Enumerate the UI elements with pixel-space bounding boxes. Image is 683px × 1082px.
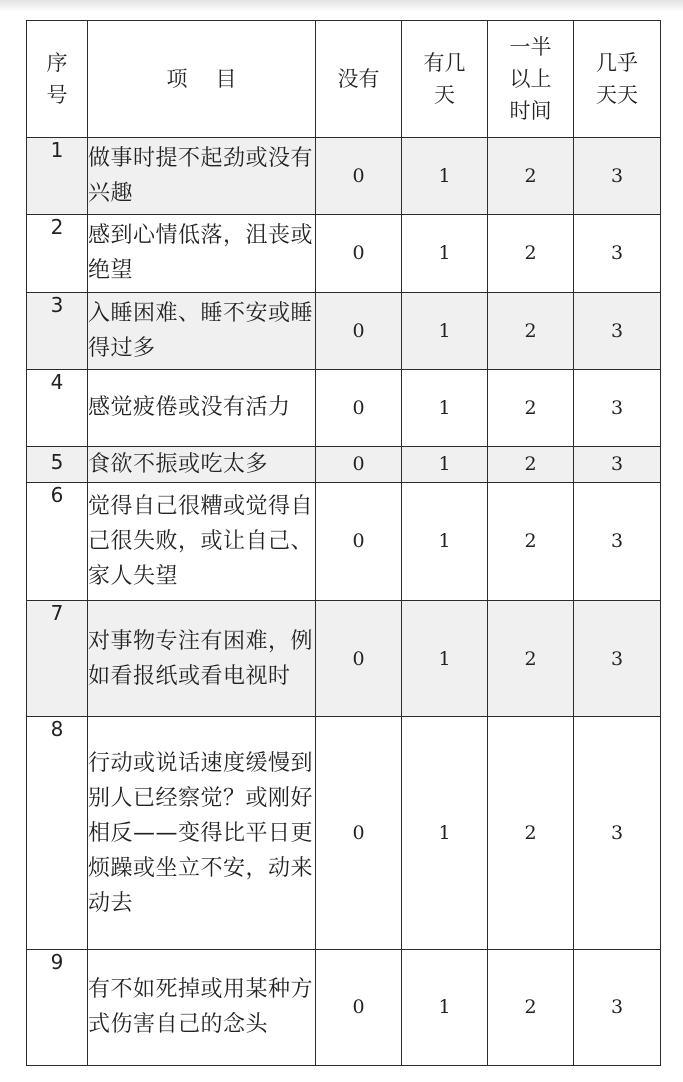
table-row xyxy=(27,949,661,1065)
score-more-than-half: 2 xyxy=(488,949,574,1065)
row-number: 4 xyxy=(27,369,88,446)
row-number: 3 xyxy=(27,292,88,369)
score-none: 0 xyxy=(316,601,402,717)
score-more-than-half: 2 xyxy=(488,138,574,215)
row-number: 9 xyxy=(27,949,88,1065)
score-several-days: 1 xyxy=(402,138,488,215)
score-more-than-half: 2 xyxy=(488,446,574,482)
score-none: 0 xyxy=(316,949,402,1065)
score-more-than-half: 2 xyxy=(488,717,574,949)
score-nearly-every-day: 3 xyxy=(574,482,661,600)
row-item: 感到心情低落，沮丧或绝望 xyxy=(88,215,316,292)
table-row xyxy=(27,446,661,482)
row-item: 觉得自己很糟或觉得自己很失败，或让自己、家人失望 xyxy=(88,482,316,600)
row-number: 2 xyxy=(27,215,88,292)
table-row xyxy=(27,369,661,446)
score-more-than-half: 2 xyxy=(488,292,574,369)
table-row xyxy=(27,215,661,292)
row-item: 食欲不振或吃太多 xyxy=(88,446,316,482)
score-none: 0 xyxy=(316,138,402,215)
header-nearly-every-day: 几乎天天 xyxy=(574,21,661,138)
table-row xyxy=(27,601,661,717)
score-nearly-every-day: 3 xyxy=(574,717,661,949)
table-row xyxy=(27,717,661,949)
score-none: 0 xyxy=(316,446,402,482)
score-nearly-every-day: 3 xyxy=(574,138,661,215)
header-more-than-half: 一半以上时间 xyxy=(488,21,574,138)
row-item: 感觉疲倦或没有活力 xyxy=(88,369,316,446)
score-more-than-half: 2 xyxy=(488,215,574,292)
score-none: 0 xyxy=(316,369,402,446)
score-several-days: 1 xyxy=(402,482,488,600)
table-row xyxy=(27,482,661,600)
score-nearly-every-day: 3 xyxy=(574,292,661,369)
row-number: 7 xyxy=(27,601,88,717)
row-number: 6 xyxy=(27,482,88,600)
row-item: 入睡困难、睡不安或睡得过多 xyxy=(88,292,316,369)
score-none: 0 xyxy=(316,717,402,949)
score-none: 0 xyxy=(316,292,402,369)
score-nearly-every-day: 3 xyxy=(574,949,661,1065)
table-row xyxy=(27,138,661,215)
score-nearly-every-day: 3 xyxy=(574,369,661,446)
row-item: 对事物专注有困难，例如看报纸或看电视时 xyxy=(88,601,316,717)
score-several-days: 1 xyxy=(402,446,488,482)
score-several-days: 1 xyxy=(402,601,488,717)
row-item: 做事时提不起劲或没有兴趣 xyxy=(88,138,316,215)
score-more-than-half: 2 xyxy=(488,601,574,717)
header-no: 序号 xyxy=(27,21,88,138)
header-row xyxy=(27,21,661,138)
header-several-days: 有几天 xyxy=(402,21,488,138)
top-shadow xyxy=(0,0,683,12)
header-none: 没有 xyxy=(316,21,402,138)
score-more-than-half: 2 xyxy=(488,369,574,446)
score-nearly-every-day: 3 xyxy=(574,215,661,292)
row-number: 8 xyxy=(27,717,88,949)
score-several-days: 1 xyxy=(402,717,488,949)
score-more-than-half: 2 xyxy=(488,482,574,600)
phq9-table xyxy=(26,20,661,1066)
row-number: 5 xyxy=(27,446,88,482)
score-several-days: 1 xyxy=(402,292,488,369)
score-none: 0 xyxy=(316,215,402,292)
score-nearly-every-day: 3 xyxy=(574,446,661,482)
score-several-days: 1 xyxy=(402,949,488,1065)
row-item: 有不如死掉或用某种方式伤害自己的念头 xyxy=(88,949,316,1065)
score-nearly-every-day: 3 xyxy=(574,601,661,717)
score-none: 0 xyxy=(316,482,402,600)
score-several-days: 1 xyxy=(402,369,488,446)
table-row xyxy=(27,292,661,369)
row-number: 1 xyxy=(27,138,88,215)
score-several-days: 1 xyxy=(402,215,488,292)
row-item: 行动或说话速度缓慢到别人已经察觉？或刚好相反——变得比平日更烦躁或坐立不安，动来动去 xyxy=(88,717,316,949)
header-item: 项 目 xyxy=(88,21,316,138)
